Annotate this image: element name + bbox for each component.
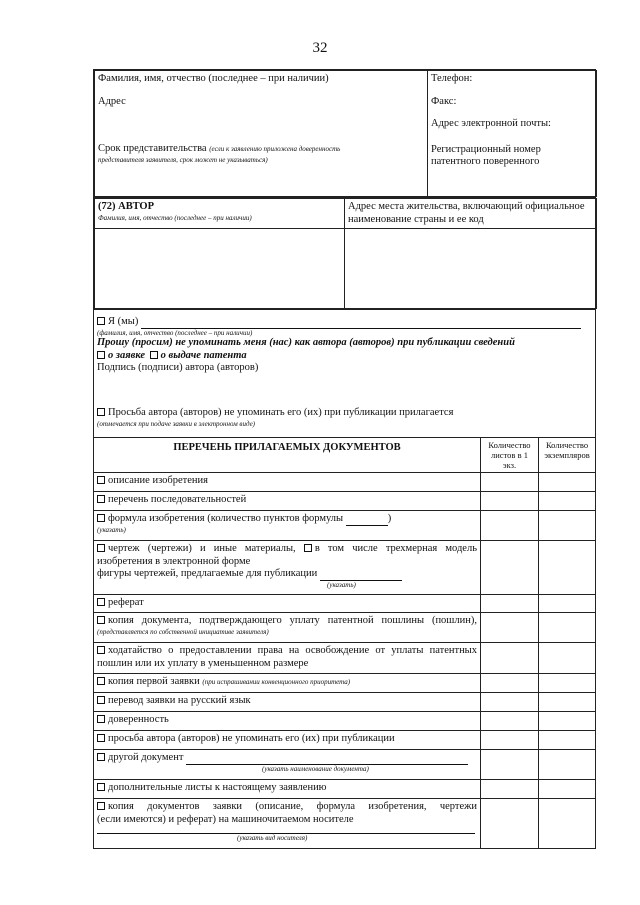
col-copies-header: Количество xyxy=(545,440,589,451)
ya-label: Я (мы) xyxy=(108,316,139,328)
drawings-note: (указать) xyxy=(327,580,356,589)
copies-cell[interactable] xyxy=(539,511,596,541)
translation-checkbox[interactable] xyxy=(97,696,105,704)
signature-label: Подпись (подписи) автора (авторов) xyxy=(97,362,259,374)
doc-row-sequences xyxy=(94,492,596,511)
application-checkbox[interactable] xyxy=(97,351,105,359)
copies-cell[interactable] xyxy=(539,693,596,712)
copies-cell[interactable] xyxy=(539,750,596,780)
doc-label: перевод заявки на русский язык xyxy=(108,695,251,707)
media-line[interactable] xyxy=(97,826,475,834)
formula-close: ) xyxy=(387,513,392,525)
doc-row-other xyxy=(94,750,596,780)
doc-label-2: (если имеются) и реферат) на машиночитаемом носителе xyxy=(97,813,354,825)
author-note: Фамилия, имя, отчество (последнее – при наличии) xyxy=(98,213,252,222)
sheets-cell[interactable] xyxy=(481,750,539,780)
doc-label: копия документа, подтверждающего уплату патентной пошлины (пошлин), xyxy=(108,615,477,627)
request-checkbox[interactable] xyxy=(97,734,105,742)
drawings-checkbox[interactable] xyxy=(97,544,105,552)
author-address-label: Адрес места жительства, включающий официальное xyxy=(348,201,585,212)
doc-label-3: изобретения в электронной форме xyxy=(97,555,251,567)
other-note: (указать наименование документа) xyxy=(262,764,369,773)
sheets-cell[interactable] xyxy=(481,674,539,693)
doc-label: доверенность xyxy=(108,714,169,726)
rep-reg-label-2: патентного поверенного xyxy=(431,156,540,168)
copies-cell[interactable] xyxy=(539,613,596,643)
sheets-cell[interactable] xyxy=(481,731,539,750)
attached-note: (отмечается при подаче заявки в электронном виде) xyxy=(97,419,256,428)
media-checkbox[interactable] xyxy=(97,802,105,810)
doc-row-extra xyxy=(94,780,596,799)
rep-term-label: Срок представительства xyxy=(98,143,207,155)
copies-cell[interactable] xyxy=(539,731,596,750)
rep-email-label: Адрес электронной почты: xyxy=(431,118,551,130)
media-note: (указать вид носителя) xyxy=(237,834,308,843)
sheets-cell[interactable] xyxy=(481,473,539,492)
doc-row-drawings xyxy=(94,541,596,595)
doc-label: реферат xyxy=(108,597,144,609)
doc-row-description xyxy=(94,473,596,492)
col-sheets-header: Количество xyxy=(488,440,531,451)
doc-row-poa xyxy=(94,712,596,731)
description-checkbox[interactable] xyxy=(97,476,105,484)
rep-term-note: (если к заявлению приложена доверенность xyxy=(209,145,341,154)
rep-term-note-2: представителя заявителя, срок может не указываться) xyxy=(98,155,268,164)
formula-note: (указать) xyxy=(97,525,126,534)
rep-fio-label: Фамилия, имя, отчество (последнее – при наличии) xyxy=(98,73,329,84)
doc-label: перечень последовательностей xyxy=(108,494,247,506)
doc-row-media-copies xyxy=(94,799,596,849)
page-number: 32 xyxy=(312,40,328,56)
option-application: о заявке xyxy=(108,349,145,361)
sheets-cell[interactable] xyxy=(481,780,539,799)
col-sheets-header-2: листов в 1 экз. xyxy=(491,450,528,471)
poa-checkbox[interactable] xyxy=(97,715,105,723)
consent-request: Прошу (просим) не упоминать меня (нас) как автора (авторов) при публикации сведений xyxy=(97,337,515,349)
attached-label: Просьба автора (авторов) не упоминать его (их) при публикации прилагается xyxy=(108,407,454,419)
sheets-cell[interactable] xyxy=(481,595,539,613)
doc-row-translation xyxy=(94,693,596,712)
first-copy-note: (при испрашивании конвенционного приоритета) xyxy=(202,678,351,687)
doc-row-exemption xyxy=(94,643,596,674)
first-copy-checkbox[interactable] xyxy=(97,677,105,685)
sheets-cell[interactable] xyxy=(481,799,539,849)
author-title: (72) АВТОР xyxy=(98,201,155,212)
doc-row-first-copy xyxy=(94,674,596,693)
author-address-label-2: наименование страны и ее код xyxy=(348,213,484,225)
option-patent: о выдаче патента xyxy=(160,349,247,361)
doc-row-abstract xyxy=(94,595,596,613)
other-checkbox[interactable] xyxy=(97,753,105,761)
abstract-checkbox[interactable] xyxy=(97,598,105,606)
application-form-table xyxy=(93,69,596,849)
doc-label: другой документ xyxy=(108,752,184,764)
author-address-field[interactable] xyxy=(345,229,597,309)
doc-label-2: в том числе трехмерная модель xyxy=(314,543,477,555)
docs-title: ПЕРЕЧЕНЬ ПРИЛАГАЕМЫХ ДОКУМЕНТОВ xyxy=(94,438,481,473)
copies-cell[interactable] xyxy=(539,799,596,849)
copies-cell[interactable] xyxy=(539,473,596,492)
doc-label: ходатайство о предоставлении права на освобождение от уплаты патентных xyxy=(108,645,477,657)
copies-cell[interactable] xyxy=(539,674,596,693)
copies-cell[interactable] xyxy=(539,541,596,595)
sheets-cell[interactable] xyxy=(481,643,539,674)
author-name-field[interactable] xyxy=(95,229,345,309)
rep-fax-label: Факс: xyxy=(431,95,457,107)
model-checkbox[interactable] xyxy=(304,544,312,552)
extra-checkbox[interactable] xyxy=(97,783,105,791)
doc-label: дополнительные листы к настоящему заявлению xyxy=(108,782,327,794)
formula-count-line[interactable] xyxy=(346,525,388,526)
doc-label: формула изобретения (количество пунктов формулы xyxy=(108,513,344,525)
doc-row-formula xyxy=(94,511,596,541)
copies-cell[interactable] xyxy=(539,492,596,511)
doc-label: чертеж (чертежи) и иные материалы, xyxy=(108,543,296,555)
doc-row-request xyxy=(94,731,596,750)
doc-label: просьба автора (авторов) не упоминать его (их) при публикации xyxy=(108,733,395,745)
sheets-cell[interactable] xyxy=(481,712,539,731)
rep-reg-label: Регистрационный номер xyxy=(431,143,541,155)
rep-phone-label: Телефон: xyxy=(431,73,473,84)
fio-note: (фамилия, имя, отчество (последнее – при наличии) xyxy=(97,328,253,337)
sheets-cell[interactable] xyxy=(481,693,539,712)
doc-label-2: пошлин или их уплату в уменьшенном размере xyxy=(97,657,309,669)
ya-checkbox[interactable] xyxy=(97,317,105,325)
doc-row-fee xyxy=(94,613,596,643)
doc-label: описание изобретения xyxy=(108,475,208,487)
fee-checkbox[interactable] xyxy=(97,616,105,624)
attached-checkbox[interactable] xyxy=(97,408,105,416)
fee-note: (представляется по собственной инициативе заявителя) xyxy=(97,627,269,636)
sheets-cell[interactable] xyxy=(481,492,539,511)
patent-checkbox[interactable] xyxy=(150,351,158,359)
copies-cell[interactable] xyxy=(539,780,596,799)
sheets-cell[interactable] xyxy=(481,511,539,541)
exemption-checkbox[interactable] xyxy=(97,646,105,654)
doc-label: копия первой заявки xyxy=(108,676,200,688)
sheets-cell[interactable] xyxy=(481,541,539,595)
formula-checkbox[interactable] xyxy=(97,514,105,522)
copies-cell[interactable] xyxy=(539,643,596,674)
doc-label-4: фигуры чертежей, предлагаемые для публикации xyxy=(97,568,318,580)
sequences-checkbox[interactable] xyxy=(97,495,105,503)
copies-cell[interactable] xyxy=(539,712,596,731)
sheets-cell[interactable] xyxy=(481,613,539,643)
rep-address-label: Адрес xyxy=(98,95,126,107)
col-copies-header-2: экземпляров xyxy=(544,450,590,461)
doc-label: копия документов заявки (описание, формула изобретения, чертежи xyxy=(108,801,477,813)
copies-cell[interactable] xyxy=(539,595,596,613)
